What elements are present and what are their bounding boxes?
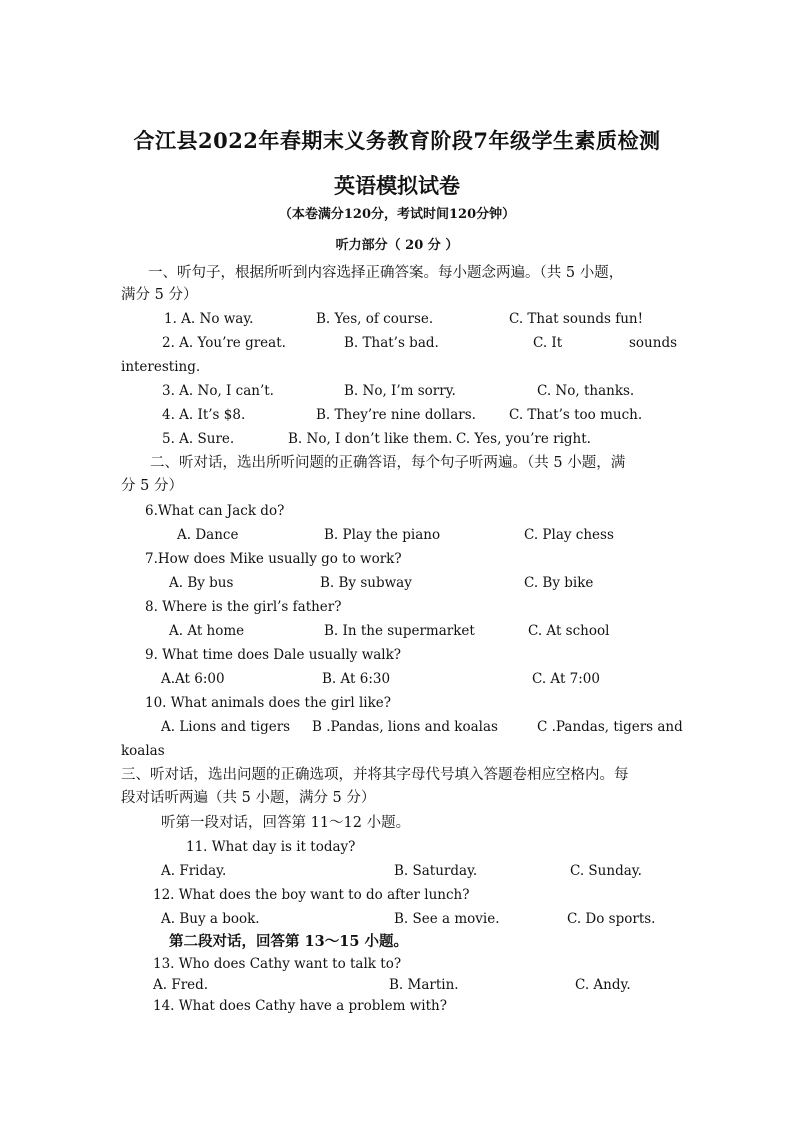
q11-option-a: A. Friday. — [161, 863, 227, 879]
q1-option-a: 1. A. No way. — [164, 311, 254, 327]
section1-heading-cont: 满分 5 分） — [121, 287, 198, 303]
q3-option-b: B. No, I’m sorry. — [344, 383, 456, 399]
q1-option-c: C. That sounds fun! — [509, 311, 644, 327]
q6-option-a: A. Dance — [177, 527, 239, 543]
q10-option-b: B .Pandas, lions and koalas — [312, 719, 498, 735]
q13-stem: 13. Who does Cathy want to talk to? — [153, 956, 402, 972]
q13-option-b: B. Martin. — [389, 977, 459, 993]
q9-option-b: B. At 6:30 — [322, 671, 391, 687]
q8-option-c: C. At school — [528, 623, 610, 639]
q12-option-b: B. See a movie. — [394, 911, 500, 927]
q5-option-c: C. Yes, you’re right. — [456, 431, 591, 447]
section2-heading-cont: 分 5 分） — [121, 478, 183, 494]
q6-stem: 6.What can Jack do? — [145, 503, 285, 519]
q12-option-c: C. Do sports. — [567, 911, 656, 927]
q7-stem: 7.How does Mike usually go to work? — [145, 551, 402, 567]
exam-subject-title: 英语模拟试卷 — [334, 173, 460, 198]
q7-option-c: C. By bike — [524, 575, 594, 591]
q4-option-c: C. That’s too much. — [509, 407, 643, 423]
section2-heading: 二、听对话，选出所听问题的正确答语，每个句子听两遍。（共 5 小题，满 — [150, 455, 626, 471]
section3-heading: 三、听对话，选出问题的正确选项，并将其字母代号填入答题卷相应空格内。每 — [121, 767, 629, 783]
q13-option-c: C. Andy. — [575, 977, 631, 993]
q12-option-a: A. Buy a book. — [161, 911, 260, 927]
q10-option-a: A. Lions and tigers — [161, 719, 291, 735]
q4-option-a: 4. A. It’s $8. — [162, 407, 246, 423]
q7-option-b: B. By subway — [320, 575, 412, 591]
q8-option-b: B. In the supermarket — [324, 623, 475, 639]
exam-title: 合江县2022年春期末义务教育阶段7年级学生素质检测 — [133, 128, 661, 153]
q8-stem: 8. Where is the girl’s father? — [145, 599, 342, 615]
q11-stem: 11. What day is it today? — [186, 839, 356, 855]
q9-stem: 9. What time does Dale usually walk? — [145, 647, 402, 663]
q10-stem: 10. What animals does the girl like? — [145, 695, 391, 711]
q8-option-a: A. At home — [169, 623, 245, 639]
q4-option-b: B. They’re nine dollars. — [316, 407, 476, 423]
q6-option-b: B. Play the piano — [324, 527, 441, 543]
dialog2-instruction: 第二段对话，回答第 13～15 小题。 — [169, 933, 408, 950]
q13-option-a: A. Fred. — [153, 977, 209, 993]
q5-option-b: B. No, I don’t like them. — [288, 431, 453, 447]
q2-option-c-word: sounds — [629, 335, 678, 351]
exam-score-time: （本卷满分120分，考试时间120分钟） — [278, 207, 516, 222]
q14-stem: 14. What does Cathy have a problem with? — [153, 998, 447, 1014]
q7-option-a: A. By bus — [169, 575, 234, 591]
q9-option-c: C. At 7:00 — [532, 671, 600, 687]
q2-option-b: B. That’s bad. — [344, 335, 439, 351]
q2-option-a: 2. A. You’re great. — [162, 335, 286, 351]
dialog1-instruction: 听第一段对话，回答第 11～12 小题。 — [161, 815, 411, 831]
q1-option-b: B. Yes, of course. — [316, 311, 434, 327]
q5-option-a: 5. A. Sure. — [162, 431, 235, 447]
q12-stem: 12. What does the boy want to do after lunch? — [153, 887, 470, 903]
q2-option-c: C. It — [533, 335, 563, 351]
q11-option-b: B. Saturday. — [394, 863, 478, 879]
q3-option-c: C. No, thanks. — [537, 383, 635, 399]
section1-heading: 一、听句子，根据所听到内容选择正确答案。每小题念两遍。（共 5 小题， — [148, 265, 624, 281]
q3-option-a: 3. A. No, I can’t. — [162, 383, 274, 399]
q11-option-c: C. Sunday. — [570, 863, 642, 879]
q10-option-c: C .Pandas, tigers and — [537, 719, 683, 735]
q2-option-c-cont: interesting. — [121, 359, 201, 375]
listening-part-heading: 听力部分（ 20 分 ） — [335, 238, 459, 253]
section3-heading-cont: 段对话听两遍（共 5 小题，满分 5 分） — [121, 790, 376, 806]
q9-option-a: A.At 6:00 — [161, 671, 225, 687]
q10-option-c-cont: koalas — [121, 743, 165, 759]
q6-option-c: C. Play chess — [524, 527, 614, 543]
